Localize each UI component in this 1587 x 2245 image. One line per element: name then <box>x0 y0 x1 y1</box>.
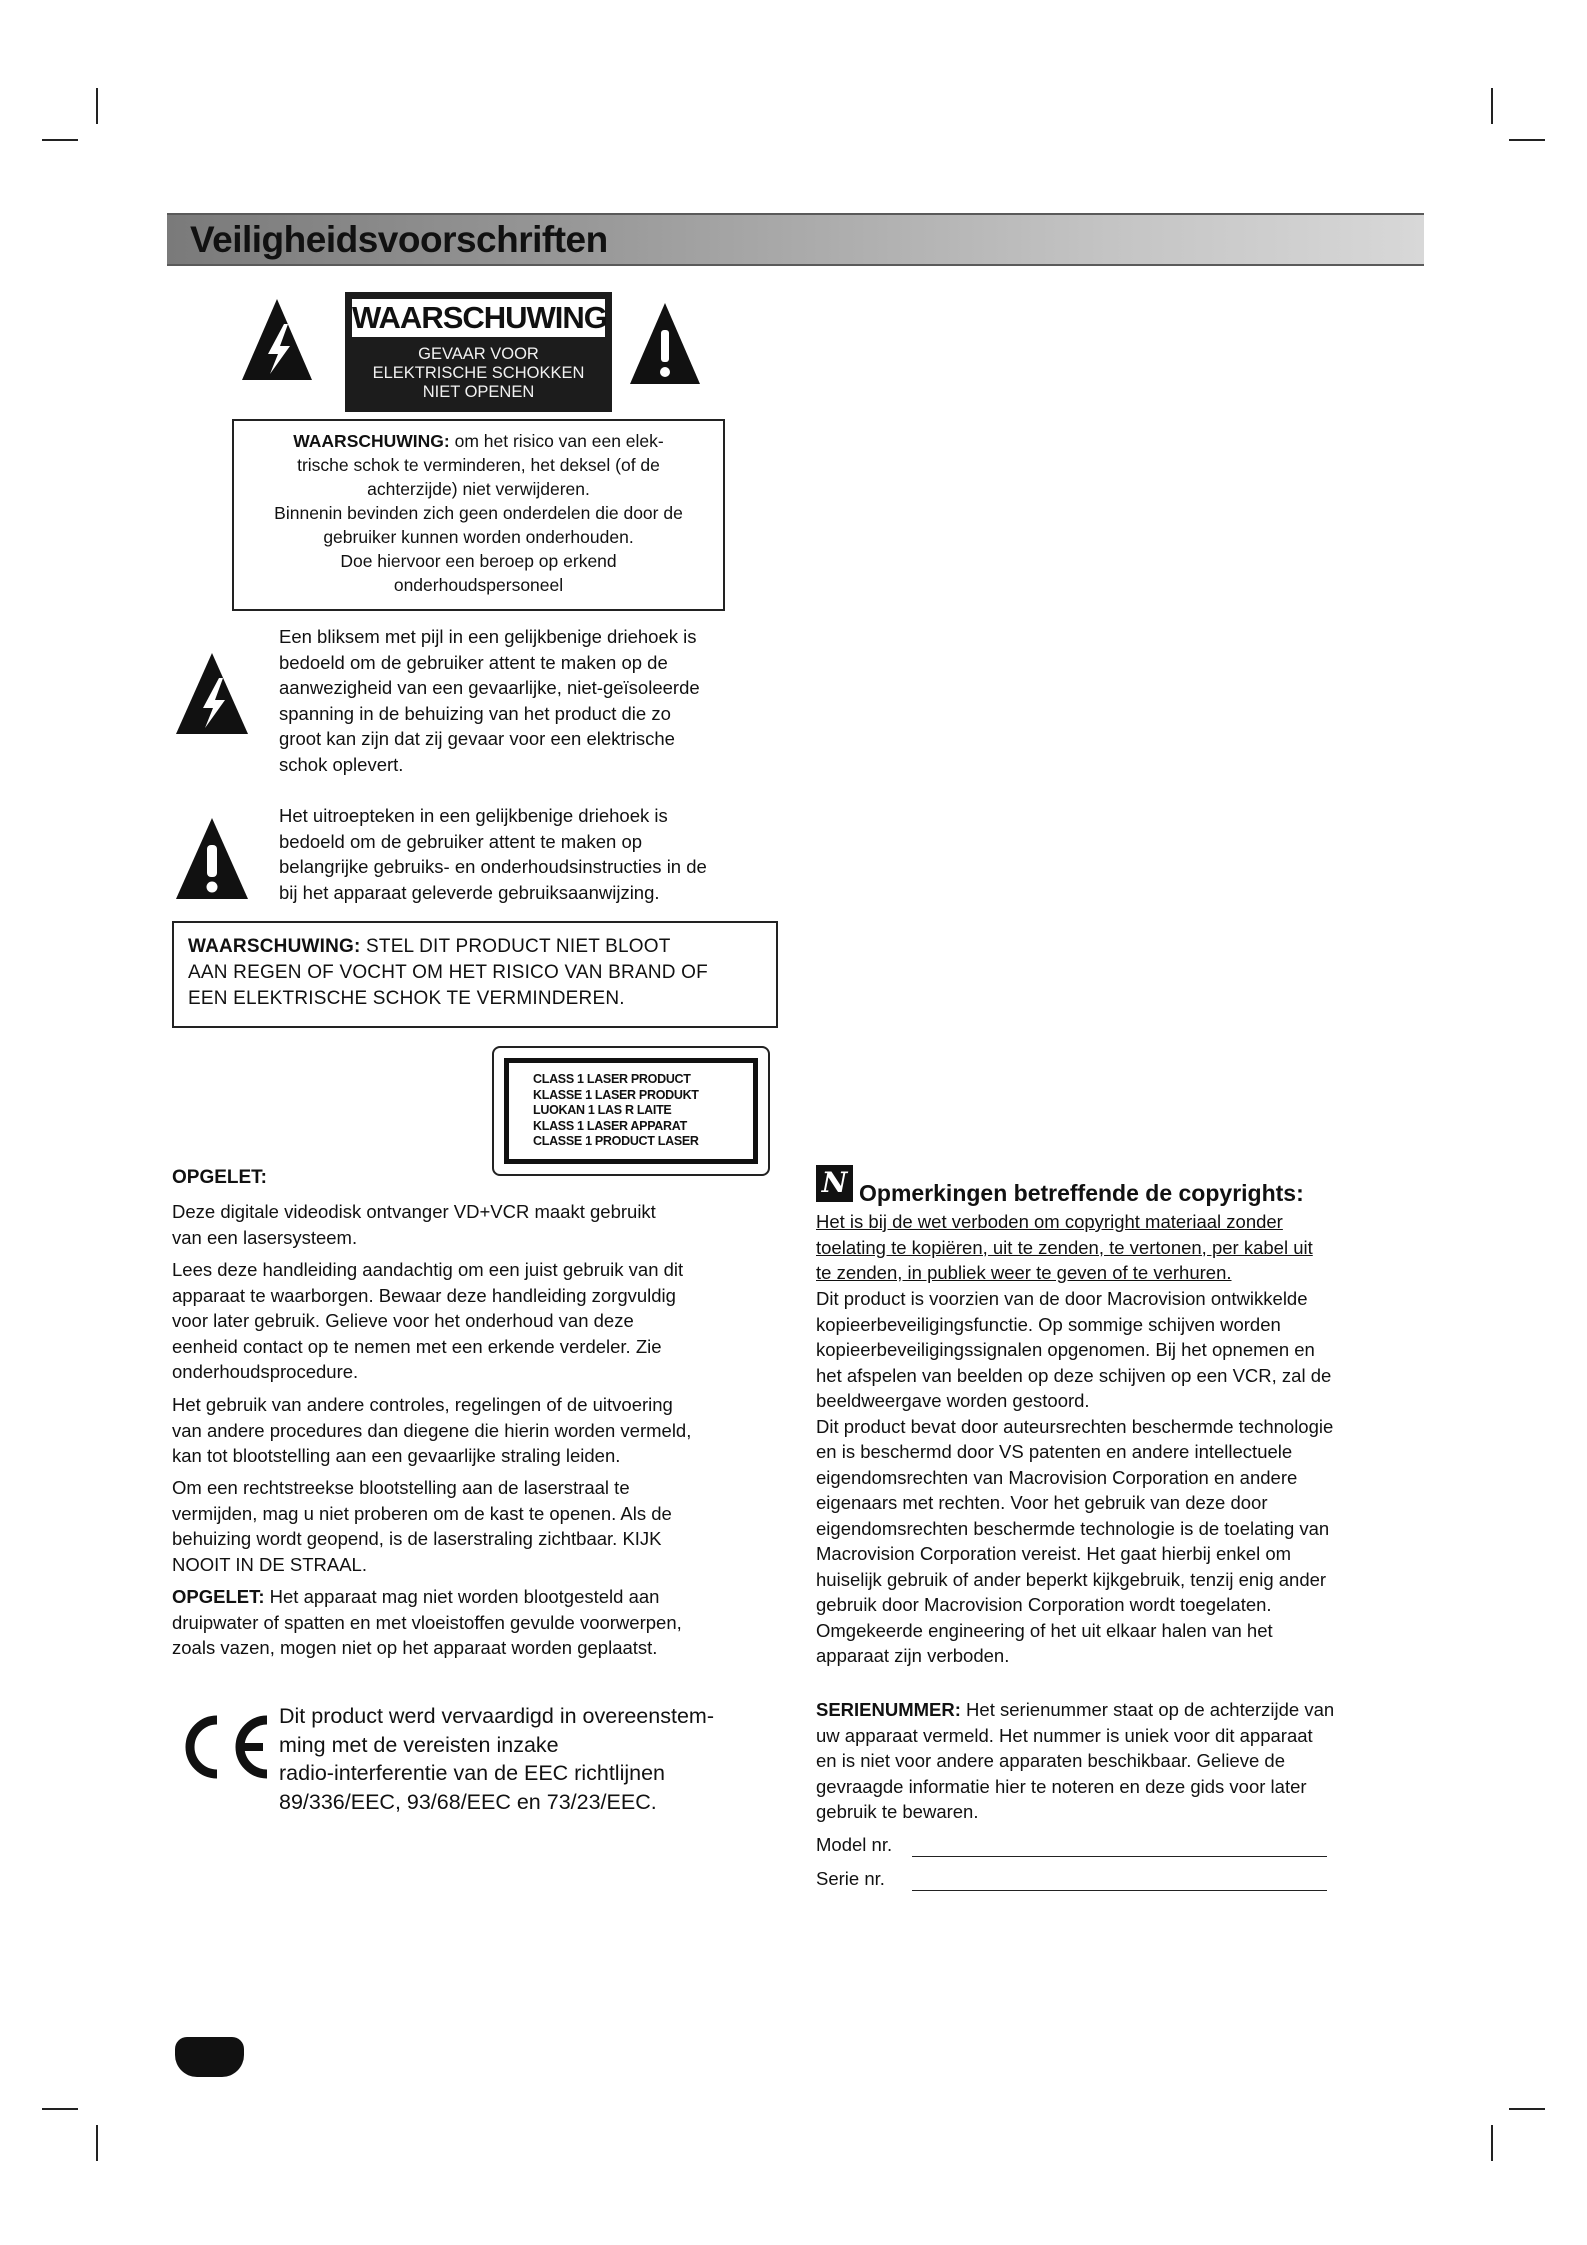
warning-label-text: GEVAAR VOOR ELEKTRISCHE SCHOKKEN NIET OPENEN <box>372 345 585 401</box>
model-number-field[interactable] <box>912 1855 1327 1857</box>
page-number-tab <box>175 2037 244 2077</box>
ce-compliance-note: Dit product werd vervaardigd in overeenstem- ming met de vereisten inzake radio-interferentie van de EEC richtlijnen 89/336/EEC, 93/68/EEC en 73/23/EEC. <box>279 1704 714 1814</box>
serial-number-label: Serie nr. <box>816 1868 885 1889</box>
lightning-warning-icon <box>240 296 314 382</box>
serial-number-note: SERIENUMMER: Het serienummer staat op de achterzijde van uw apparaat vermeld. Het nummer is uniek voor dit apparaat en is niet voor andere apparaten beschikbaar. Gelieve de gevraagde informatie hier te noteren en deze gids voor later gebruik te bewaren. <box>816 1699 1335 1822</box>
crop-mark <box>1491 2125 1493 2161</box>
serial-number-field[interactable] <box>912 1889 1327 1891</box>
crop-mark <box>1491 88 1493 124</box>
copyright-heading: Opmerkingen betreffende de copyrights: <box>859 1180 1304 1206</box>
warning-label-title: WAARSCHUWING <box>350 297 607 339</box>
page-title: Veiligheidsvoorschriften <box>190 219 608 260</box>
laser-class-text: CLASS 1 LASER PRODUCT KLASSE 1 LASER PRODUKT LUOKAN 1 LAS R LAITE KLASS 1 LASER APPARAT CLASSE 1 PRODUCT LASER <box>504 1058 758 1164</box>
lightning-explanation: Een bliksem met pijl in een gelijkbenige driehoek is bedoeld om de gebruiker attent te maken op de aanwezigheid van een gevaarlijke, niet-geïsoleerde spanning in de behuizing van het product die zo groot kan zijn dat zij gevaar voor een elektrische schok oplevert. <box>279 626 700 775</box>
crop-mark <box>42 139 78 141</box>
opgelet-paragraph-2: Lees deze handleiding aandachtig om een juist gebruik van dit apparaat te waarborgen. Bewaar deze handleiding zorgvuldig voor later gebruik. Gelieve voor het onderhoud van deze eenheid contact op te nemen met een erkende verdeler. Zie onderhoudsprocedure. <box>172 1259 684 1382</box>
exclamation-explanation: Het uitroepteken in een gelijkbenige driehoek is bedoeld om de gebruiker attent te maken op belangrijke gebruiks- en onderhoudsinstructies in de bij het apparaat geleverde gebruiksaanwijzing. <box>279 805 707 903</box>
crop-mark <box>42 2108 78 2110</box>
opgelet-paragraph-4: Om een rechtstreekse blootstelling aan de laserstraal te vermijden, mag u niet proberen om de kast te openen. Als de behuizing wordt geopend, is de laserstraling zichtbaar. KIJK NOOIT IN DE STRAAL. <box>172 1477 672 1575</box>
opgelet-paragraph-5: OPGELET: Het apparaat mag niet worden blootgesteld aan druipwater of spatten en met vloeistoffen gevulde voorwerpen, zoals vazen, mogen niet op het apparaat worden geplaatst. <box>172 1586 682 1658</box>
note-icon: N <box>816 1165 853 1202</box>
model-number-label: Model nr. <box>816 1834 893 1855</box>
copyright-body: Dit product is voorzien van de door Macrovision ontwikkelde kopieerbeveiligingsfunctie. Op sommige schijven worden kopieerbeveiligingssignalen opgenomen. Bij het opnemen en het afspelen van beelden op deze schijven op een VCR, zal de beeldweergave worden gestoord. Dit product bevat door auteursrechten beschermde technologie en is beschermd door VS patenten en andere intellectuele eigendomsrechten van Macrovision Corporation en andere eigenaars met rechten. Voor het gebruik van deze door eigendomsrechten beschermde technologie is de toelating van Macrovision Corporation vereist. Het gaat hierbij enkel om huiselijk gebruik of ander beperkt kijkgebruik, tenzij enig ander gebruik door Macrovision Corporation wordt toegelaten. Omgekeerde engineering of het uit elkaar halen van het apparaat zijn verboden. <box>816 1288 1334 1666</box>
opgelet-paragraph-3: Het gebruik van andere controles, regelingen of de uitvoering van andere procedures dan diegene die hierin worden vermeld, kan tot blootstelling aan een gevaarlijke straling leiden. <box>172 1394 692 1466</box>
rain-moisture-warning-box: WAARSCHUWING: STEL DIT PRODUCT NIET BLOOT AAN REGEN OF VOCHT OM HET RISICO VAN BRAND OF EEN ELEKTRISCHE SCHOK TE VERMINDEREN. <box>172 921 778 1028</box>
shock-warning-label <box>345 292 612 412</box>
opgelet-heading: OPGELET: <box>172 1167 268 1188</box>
laser-class-label <box>492 1046 770 1176</box>
crop-mark <box>1509 2108 1545 2110</box>
ce-mark-icon <box>173 1712 273 1782</box>
crop-mark <box>96 2125 98 2161</box>
exclamation-symbol-icon <box>174 815 250 901</box>
opgelet-paragraph-1: Deze digitale videodisk ontvanger VD+VCR maakt gebruikt van een lasersysteem. <box>172 1201 656 1248</box>
crop-mark <box>1509 139 1545 141</box>
copyright-legal-notice: Het is bij de wet verboden om copyright materiaal zonder toelating te kopiëren, uit te zenden, te vertonen, per kabel uit te zenden, in publiek weer te geven of te verhuren. <box>816 1211 1313 1283</box>
lightning-symbol-icon <box>174 650 250 736</box>
cover-warning-box: WAARSCHUWING: om het risico van een elek- trische schok te verminderen, het deksel (of de achterzijde) niet verwijderen. Binnenin bevinden zich geen onderdelen die door de gebruiker kunnen worden onderhouden. Doe hiervoor een beroep op erkend onderhoudspersoneel <box>232 419 725 611</box>
crop-mark <box>96 88 98 124</box>
exclamation-warning-icon <box>628 300 702 386</box>
